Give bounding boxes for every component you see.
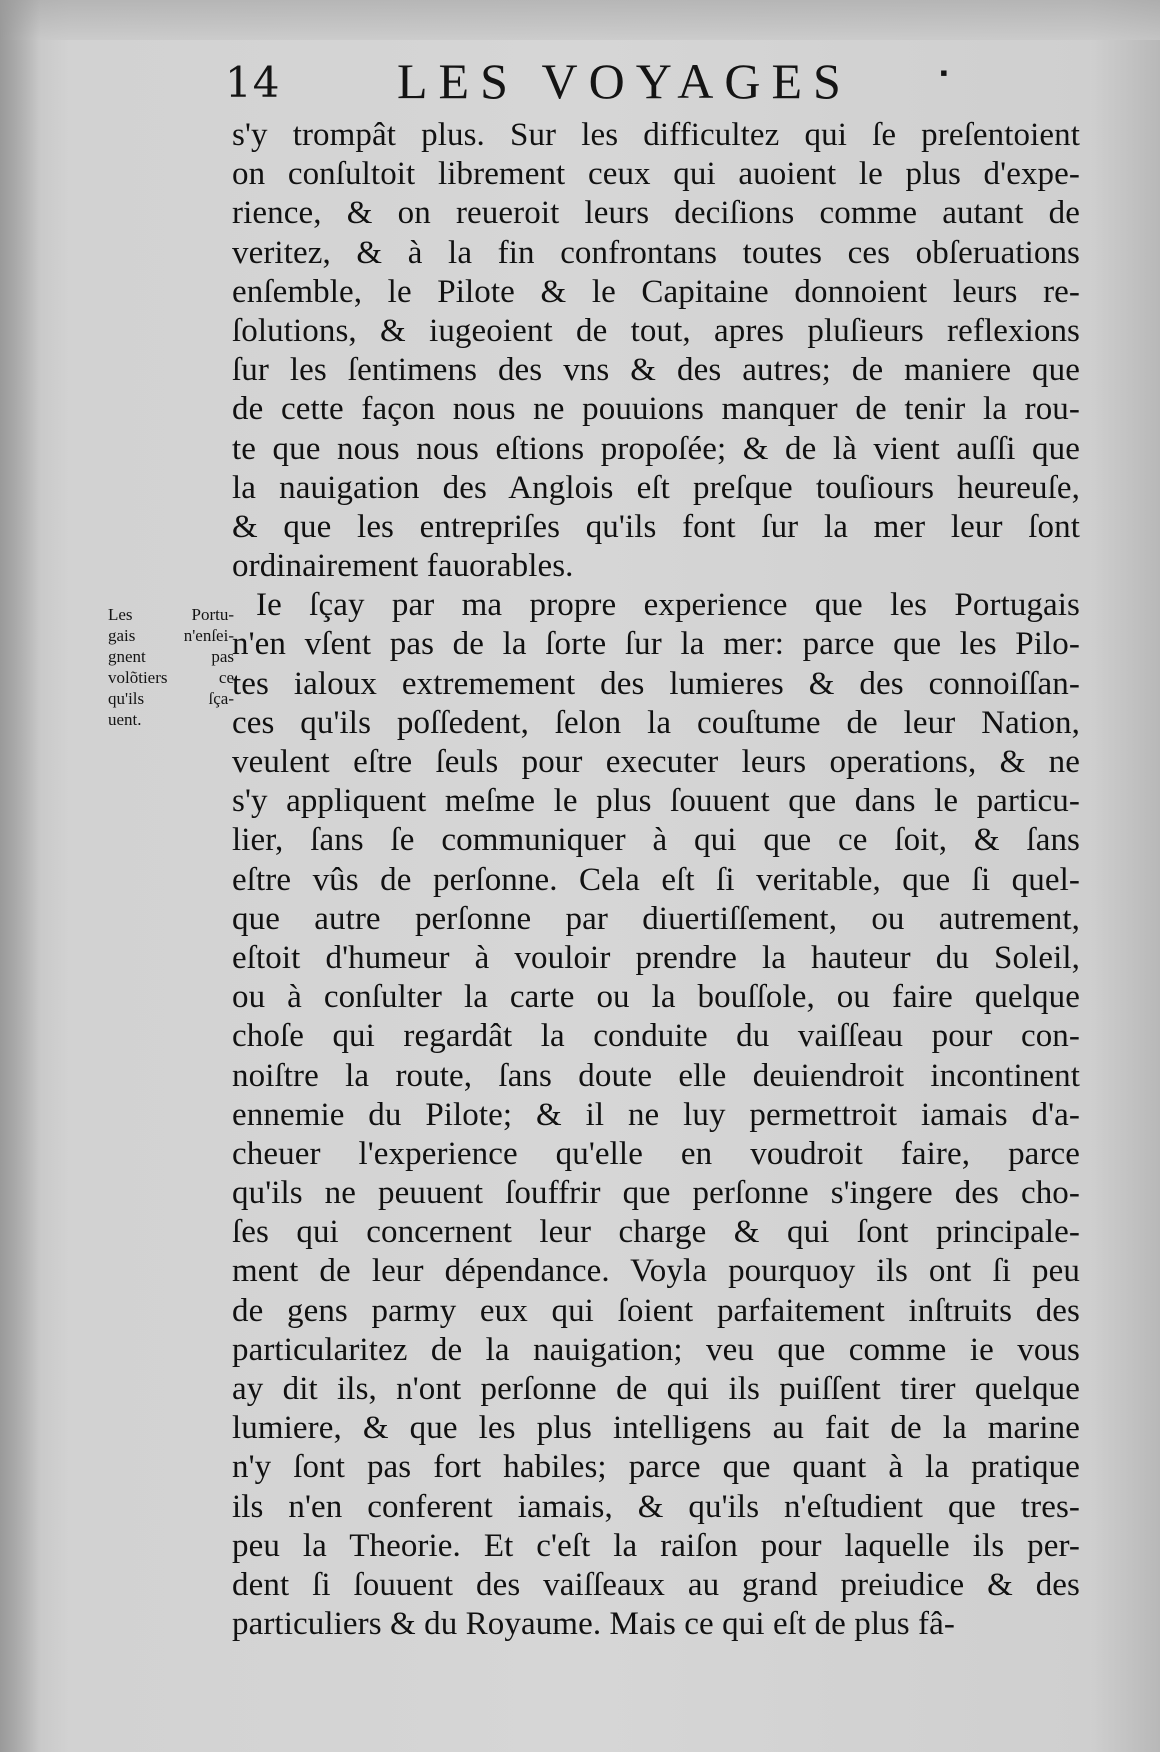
running-title: LES VOYAGES xyxy=(397,53,852,109)
marginal-note-line: uent. xyxy=(108,710,142,729)
text-line: ſolutions, & iugeoient de tout, apres pluſieurs reflexions xyxy=(232,312,1080,349)
text-line: lumiere, & que les plus intelligens au fait de la marine xyxy=(232,1410,1080,1447)
text-line: s'y appliquent meſme le plus ſouuent que dans le particu- xyxy=(232,783,1080,820)
text-line: & que les entrepriſes qu'ils font ſur la mer leur ſont xyxy=(232,508,1080,545)
text-line: ennemie du Pilote; & il ne luy permettroit iamais d'a- xyxy=(232,1096,1080,1133)
text-line: s'y trompât plus. Sur les difficultez qui ſe preſentoient xyxy=(232,117,1080,153)
marginal-note-line: Les Portu- xyxy=(108,605,234,624)
text-line: ſes qui concernent leur charge & qui ſont principale- xyxy=(232,1214,1080,1251)
text-line: que autre perſonne par diuertiſſement, ou autrement, xyxy=(232,900,1080,937)
marginal-note-line: volõtiers ce xyxy=(108,668,234,687)
text-line: ordinairement fauorables. xyxy=(232,548,574,585)
marginal-note xyxy=(108,604,234,730)
body-text xyxy=(232,116,1080,1644)
text-line: cheuer l'experience qu'elle en voudroit faire, parce xyxy=(232,1135,1080,1172)
text-line: ay dit ils, n'ont perſonne de qui ils puiſſent tirer quelque xyxy=(232,1371,1080,1407)
text-line: peu la Theorie. Et c'eſt la raiſon pour laquelle ils per- xyxy=(232,1527,1080,1564)
text-line: ment de leur dépendance. Voyla pourquoy ils ont ſi peu xyxy=(232,1253,1080,1290)
text-line: n'y ſont pas fort habiles; parce que quant à la pratique xyxy=(232,1449,1080,1486)
text-line: Ie ſçay par ma propre experience que les Portugais xyxy=(256,587,1080,624)
text-line: ou à conſulter la carte ou la bouſſole, ou faire quelque xyxy=(232,979,1080,1016)
text-line: particuliers & du Royaume. Mais ce qui eſt de plus fâ- xyxy=(232,1606,955,1643)
text-line: particularitez de la nauigation; veu que comme ie vous xyxy=(232,1331,1080,1368)
text-line: ſur les ſentimens des vns & des autres; de maniere que xyxy=(232,352,1080,389)
page-header xyxy=(225,52,948,116)
text-line: de gens parmy eux qui ſoient parfaitement inſtruits des xyxy=(232,1292,1080,1329)
text-line: veritez, & à la fin confrontans toutes ces obſeruations xyxy=(232,234,1080,271)
text-line: qu'ils ne peuuent ſouffrir que perſonne s'ingere des cho- xyxy=(232,1175,1080,1212)
text-line: eſtoit d'humeur à vouloir prendre la hauteur du Soleil, xyxy=(232,939,1080,976)
text-line: choſe qui regardât la conduite du vaiſſeau pour con- xyxy=(232,1018,1080,1055)
text-line: n'en vſent pas de la ſorte ſur la mer: parce que les Pilo- xyxy=(232,626,1080,663)
text-line: enſemble, le Pilote & le Capitaine donnoient leurs re- xyxy=(232,273,1080,310)
page-number: 14 xyxy=(225,58,281,107)
text-line: on conſultoit librement ceux qui auoient le plus d'expe- xyxy=(232,156,1080,193)
text-line: ils n'en conferent iamais, & qu'ils n'eſtudient que tres- xyxy=(232,1488,1080,1525)
marginal-note-line: qu'ils ſça- xyxy=(108,689,234,708)
text-line: tes ialoux extremement des lumieres & des connoiſſan- xyxy=(232,665,1080,702)
text-line: rience, & on reueroit leurs deciſions comme autant de xyxy=(232,195,1080,232)
header-ornament: ▪ xyxy=(940,60,948,85)
marginal-note-line: gais n'enſei- xyxy=(108,626,234,645)
page-top-edge xyxy=(0,0,1160,40)
text-line: dent ſi ſouuent des vaiſſeaux au grand preiudice & des xyxy=(232,1566,1080,1603)
text-line: te que nous nous eſtions propoſée; & de là vient auſſi que xyxy=(232,430,1080,467)
text-line: veulent eſtre ſeuls pour executer leurs operations, & ne xyxy=(232,744,1080,780)
gutter-shadow xyxy=(0,0,40,1752)
marginal-note-line: gnent pas xyxy=(108,647,234,666)
text-line: ces qu'ils poſſedent, ſelon la couſtume de leur Nation, xyxy=(232,704,1080,741)
text-line: de cette façon nous ne pouuions manquer de tenir la rou- xyxy=(232,391,1080,428)
text-line: lier, ſans ſe communiquer à qui que ce ſoit, & ſans xyxy=(232,822,1080,859)
text-line: la nauigation des Anglois eſt preſque touſiours heureuſe, xyxy=(232,469,1080,506)
text-line: noiſtre la route, ſans doute elle deuiendroit incontinent xyxy=(232,1057,1080,1094)
text-line: eſtre vûs de perſonne. Cela eſt ſi veritable, que ſi quel- xyxy=(232,861,1080,898)
